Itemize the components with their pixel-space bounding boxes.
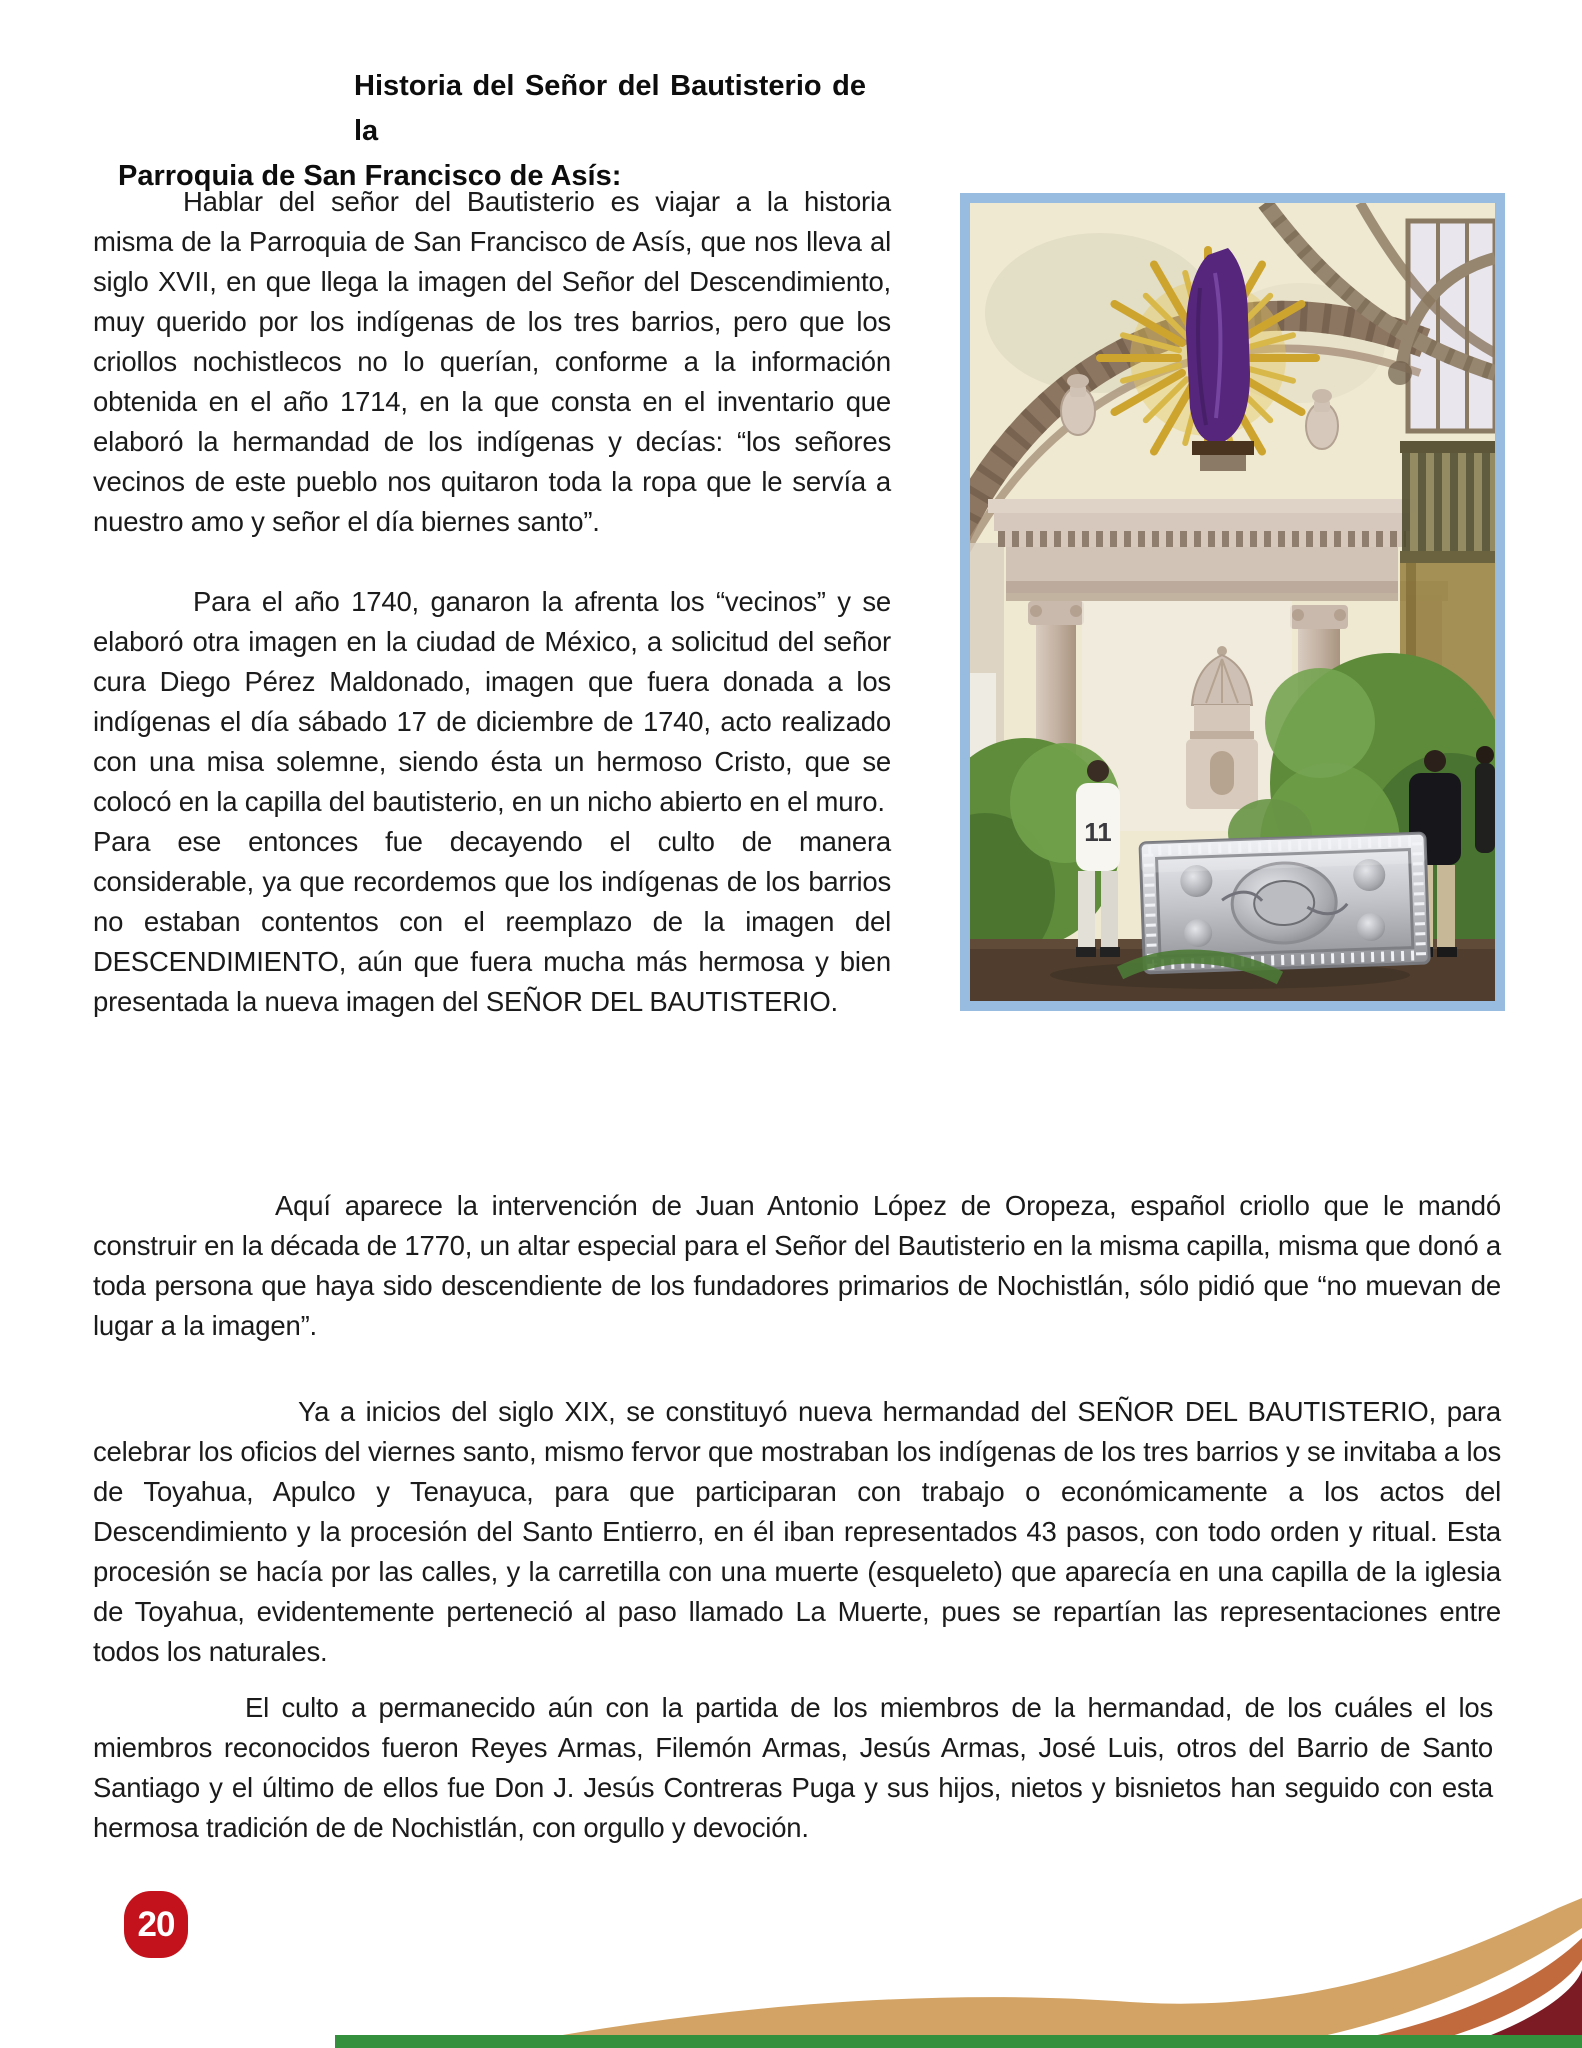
paragraph-5: Ya a inicios del siglo XIX, se constituyó nueva hermandad del SEÑOR DEL BAUTISTERIO, para celebrar los oficios del viernes santo, mismo fervor que mostraban los indígenas de los tres barrios y se invitaba a los de Toyahua, Apulco y Tenayuca, para que participaran con trabajo o económicamente a los actos del Descendimiento y la procesión del Santo Entierro, en él iban representados 43 pasos, con todo orden y ritual. Esta procesión se hacía por las calles, y la carretilla con una muerte (esqueleto) que aparecía en una capilla de la iglesia de Toyahua, evidentemente perteneció al paso llamado La Muerte, pues se repartían las representaciones entre todos los naturales. [93,1396,1501,1667]
church-altar-photo [960,193,1505,1011]
jersey-number-text: 11 [1084,817,1112,847]
title-line-1: Historia del Señor del Bautisterio de la [354,70,866,147]
title-line-2: Parroquia de San Francisco de Asís: [118,160,622,192]
page-number-badge [124,1891,188,1958]
paragraph-2: Para el año 1740, ganaron la afrenta los “vecinos” y se elaboró otra imagen en la ciudad de México, a solicitud del señor cura Diego Pérez Maldonado, imagen que fuera donada a los indígenas el día sábado 17 de diciembre de 1740, acto realizado con una misa solemne, siendo ésta un hermoso Cristo, que se colocó en la capilla del bautisterio, en un nicho abierto en el muro. [93,586,891,817]
paragraph-4: Aquí aparece la intervención de Juan Antonio López de Oropeza, español criollo que le mandó construir en la década de 1770, un altar especial para el Señor del Bautisterio en la misma capilla, misma que donó a toda persona que haya sido descendiente de los fundadores primarios de Nochistlán, sólo pidió que “no muevan de lugar a la imagen”. [93,1190,1501,1341]
page-number: 20 [137,1904,175,1944]
body-column [93,182,891,1022]
paragraph-1: Hablar del señor del Bautisterio es viajar a la historia misma de la Parroquia de San Francisco de Asís, que nos lleva al siglo XVII, en que llega la imagen del Señor del Descendimiento, muy querido por los indígenas de los tres barrios, pero que los criollos nochistlecos no lo querían, conforme a la información obtenida en el año 1714, en la que consta en el inventario que elaboró la hermandad de los indígenas y decías: “los señores vecinos de este pueblo nos quitaron toda la ropa que le servía a nuestro amo y señor el día biernes santo”. [93,186,891,537]
photo-entablature [988,499,1416,601]
photo-altar-scene [970,203,1495,1001]
bottom-wave-decoration [290,1898,1582,2048]
paragraph-6: El culto a permanecido aún con la partida de los miembros de la hermandad, de los cuáles el los miembros reconocidos fueron Reyes Armas, Filemón Armas, Jesús Armas, José Luis, otros del Barrio de Santo Santiago y el último de ellos fue Don J. Jesús Contreras Puga y sus hijos, nietos y bisnietos han seguido con esta hermosa tradición de de Nochistlán, con orgullo y devoción. [93,1692,1493,1843]
page-title [118,64,870,199]
paragraph-3: Para ese entonces fue decayendo el culto de manera considerable, ya que recordemos que los indígenas de los barrios no estaban contentos con el reemplazo de la imagen del DESCENDIMIENTO, aún que fuera mucha más hermosa y bien presentada la nueva imagen del SEÑOR DEL BAUTISTERIO. [93,826,891,1017]
bottom-green-bar [335,2035,1582,2048]
